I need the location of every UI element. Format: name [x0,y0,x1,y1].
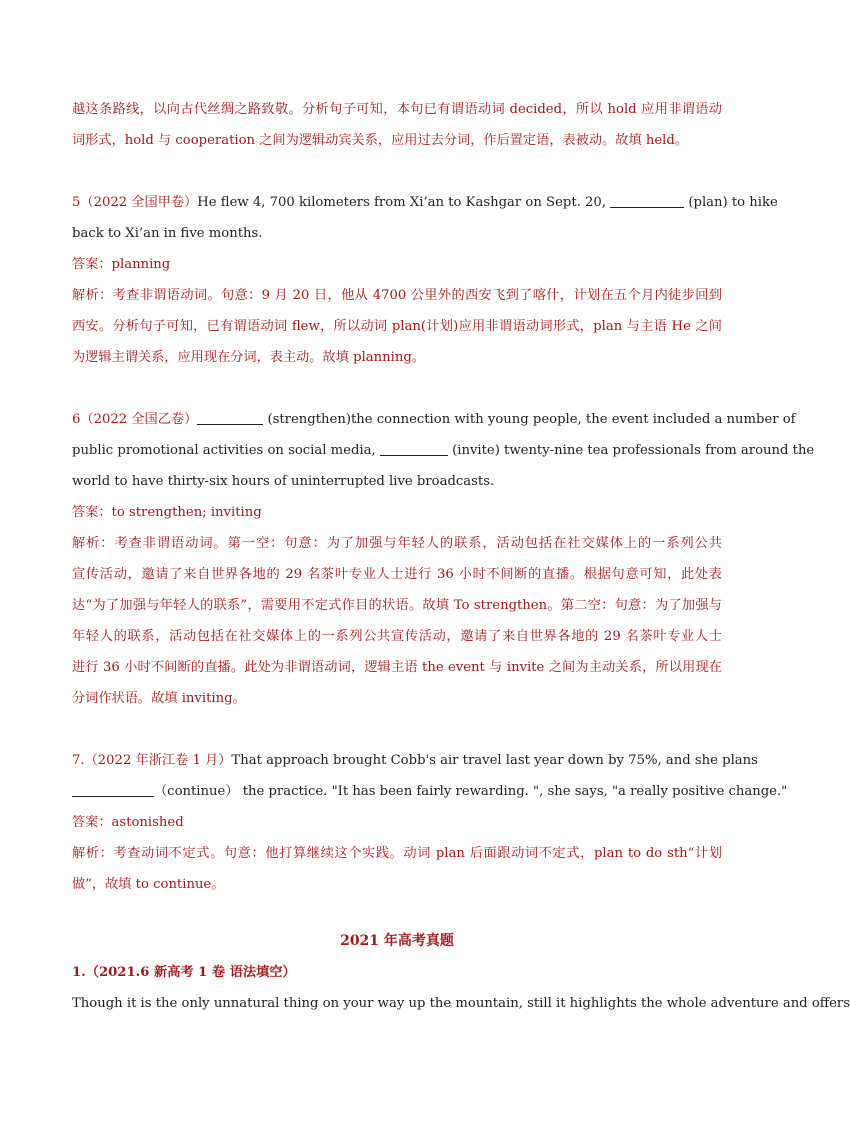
question-6-explanation-6: 分词作状语。故填 inviting。 [72,691,246,706]
question-6-blank-2 [380,441,448,456]
intro-line-1: 越这条路线，以向古代丝绸之路致敬。分析句子可知，本句已有谓语动词 decided，所以 hold 应用非谓语动 [72,102,722,117]
question-5-explanation-3: 为逻辑主谓关系，应用现在分词，表主动。故填 planning。 [72,350,425,365]
document-page [72,94,850,1019]
question-5-text-a: He flew 4, 700 kilometers from Xi’an to Kashgar on Sept. 20, [197,195,611,210]
question-6-line-1 [72,404,796,435]
question-7-explanation-1: 解析：考查动词不定式。句意：他打算继续这个实践。动词 plan 后面跟动词不定式，plan to do sth“计划 [72,846,722,861]
question-5-explanation-1: 解析：考查非谓语动词。句意：9 月 20 日，他从 4700 公里外的西安飞到了喀什，计划在五个月内徒步回到 [72,288,722,303]
question-5-explanation-2: 西安。分析句子可知，已有谓语动词 flew，所以动词 plan(计划)应用非谓语动词形式，plan 与主语 He 之间 [72,319,722,334]
question-6-answer: 答案：to strengthen; inviting [72,505,262,520]
question-6-line-3: world to have thirty-six hours of uninterrupted live broadcasts. [72,474,495,489]
question-7-explanation-2: 做”，故填 to continue。 [72,877,225,892]
section-first-line: Though it is the only unnatural thing on your way up the mountain, still it highlights the whole adventure and offers [72,996,850,1011]
question-6-explanation-1: 解析：考查非谓语动词。第一空：句意：为了加强与年轻人的联系，活动包括在社交媒体上的一系列公共 [72,536,722,551]
section-title: 2021 年高考真题 [340,933,454,949]
question-6-explanation-5: 进行 36 小时不间断的直播。此处为非谓语动词，逻辑主语 the event 与 invite 之间为主动关系，所以用现在 [72,660,722,675]
intro-line-2: 词形式，hold 与 cooperation 之间为逻辑动宾关系，应用过去分词，作后置定语，表被动。故填 held。 [72,133,689,148]
question-6-line-2 [72,435,815,466]
question-6-text-c: (invite) twenty-nine tea professionals from around the [447,443,815,458]
section-item-label: 1.（2021.6 新高考 1 卷 语法填空） [72,965,296,980]
question-6-explanation-4: 年轻人的联系，活动包括在社交媒体上的一系列公共宣传活动，邀请了来自世界各地的 29 名茶叶专业人士 [72,629,722,644]
question-7-source: 7.（2022 年浙江卷 1 月） [72,753,232,768]
question-5-text-b: (plan) to hike [684,195,778,210]
question-5-blank [610,193,684,208]
question-6-explanation-2: 宣传活动，邀请了来自世界各地的 29 名茶叶专业人士进行 36 小时不间断的直播。根据句意可知，此处表 [72,567,722,582]
question-5-answer: 答案：planning [72,257,171,272]
question-6-source: 6（2022 全国乙卷） [72,412,198,427]
question-5-line-1 [72,187,778,218]
question-6-blank-1 [197,410,263,425]
question-6-explanation-3: 达“为了加强与年轻人的联系”，需要用不定式作目的状语。故填 To strengthen。第二空：句意：为了加强与 [72,598,722,613]
question-7-line-2 [72,776,788,807]
question-7-blank [72,782,154,797]
question-6-text-b: public promotional activities on social media, [72,443,380,458]
question-5-line-2: back to Xi’an in five months. [72,226,263,241]
question-5-source: 5（2022 全国甲卷） [72,195,198,210]
question-6-text-a: (strengthen)the connection with young people, the event included a number of [263,412,796,427]
question-7-text-b: （continue） the practice. "It has been fairly rewarding. ", she says, "a really positive change." [154,784,788,799]
question-7-line-1 [72,745,758,776]
question-7-answer: 答案：astonished [72,815,184,830]
question-7-text-a: That approach brought Cobb's air travel last year down by 75%, and she plans [231,753,758,768]
